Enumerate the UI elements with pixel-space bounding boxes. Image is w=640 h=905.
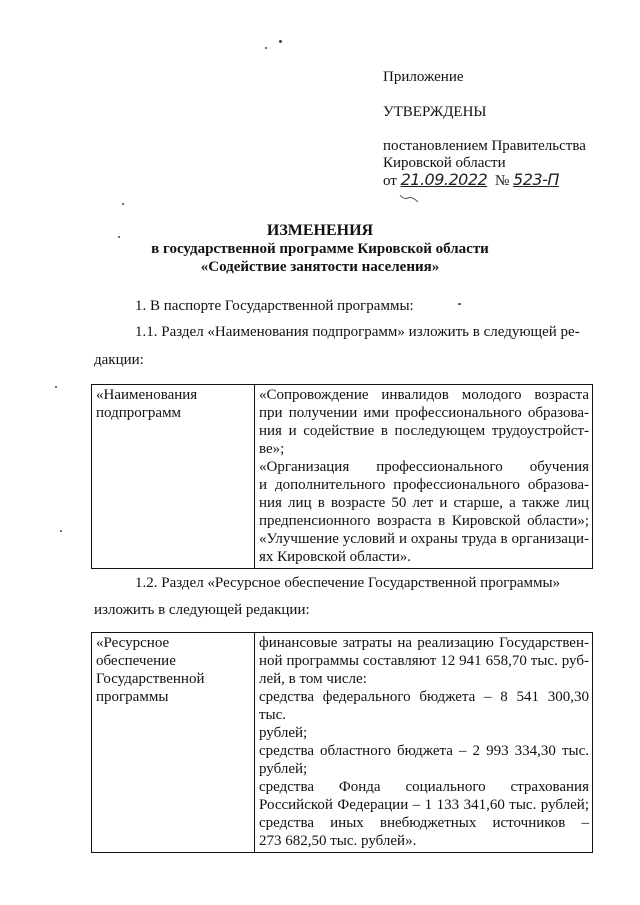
table-cell-label (92, 385, 255, 569)
cell-line: 273 682,50 тыс. рублей». (259, 833, 417, 849)
cell-line: «Ресурсное (96, 635, 170, 651)
decree-line-2: Кировской области (383, 155, 506, 171)
decree-date-line (383, 171, 559, 190)
cell-line: «Наименования (96, 387, 198, 403)
cell-line: «Организация профессионального обучения (259, 459, 589, 475)
cell-line: «Улучшение условий и охраны труда в организаци- (259, 531, 589, 547)
cell-line: лей, в том числе: (259, 671, 367, 687)
scribble-mark (398, 192, 424, 206)
scan-speck (458, 303, 461, 305)
cell-line: средства иных внебюджетных источников – (259, 815, 589, 831)
item-1-1-line-1: 1.1. Раздел «Наименования подпрограмм» изложить в следующей ре- (135, 324, 580, 340)
cell-line: средства федерального бюджета – 8 541 300,30 тыс. (259, 689, 589, 723)
cell-line: финансовые затраты на реализацию Государствен- (259, 635, 589, 651)
resource-table (91, 632, 593, 853)
scan-speck (279, 40, 282, 43)
scan-speck (55, 386, 57, 388)
cell-line: средства Фонда социального страхования (259, 779, 589, 795)
title-subline-2: «Содействие занятости населения» (200, 259, 440, 275)
table-cell-value (255, 385, 593, 569)
approved-label: УТВЕРЖДЕНЫ (383, 104, 487, 120)
decree-line-1: постановлением Правительства (383, 138, 586, 154)
cell-line: и дополнительного профессионального образова- (259, 477, 589, 493)
item-1-2-line-2: изложить в следующей редакции: (94, 602, 310, 618)
from-label: от (383, 173, 397, 189)
item-1-1-line-2: дакции: (94, 352, 144, 368)
cell-line: Государственной (96, 671, 205, 687)
cell-line: «Сопровождение инвалидов молодого возраста (259, 387, 589, 403)
handwritten-number: 523-П (513, 170, 559, 189)
cell-line: рублей; (259, 725, 308, 741)
table-cell-value (255, 633, 593, 853)
cell-line: средства областного бюджета – 2 993 334,30 тыс. (259, 743, 589, 759)
title-subline-1: в государственной программе Кировской области (151, 241, 489, 257)
cell-line: программы (96, 689, 169, 705)
cell-line: ния лиц в возрасте 50 лет и старше, а также лиц (259, 495, 589, 511)
cell-line: Российской Федерации – 1 133 341,60 тыс. рублей; (259, 797, 589, 813)
cell-line: ве»; (259, 441, 285, 457)
table-row (92, 385, 593, 569)
item-1: 1. В паспорте Государственной программы: (135, 298, 414, 314)
cell-line: подпрограмм (96, 405, 182, 421)
number-sign: № (494, 173, 510, 189)
cell-line: при получении ими профессионального образова- (259, 405, 589, 421)
cell-line: рублей; (259, 761, 308, 777)
table-row (92, 633, 593, 853)
table-cell-label (92, 633, 255, 853)
scan-speck (265, 47, 267, 49)
cell-line: предпенсионного возраста в Кировской области»; (259, 513, 589, 529)
scan-speck (122, 203, 124, 205)
scan-speck (60, 530, 62, 532)
handwritten-date: 21.09.2022 (400, 170, 488, 189)
cell-line: ях Кировской области». (259, 549, 412, 565)
cell-line: ния и содействие в последующем трудоустройст- (259, 423, 589, 439)
attachment-label: Приложение (383, 69, 464, 85)
cell-line: обеспечение (96, 653, 176, 669)
cell-line: ной программы составляют 12 941 658,70 тыс. руб- (259, 653, 589, 669)
item-1-2-line-1: 1.2. Раздел «Ресурсное обеспечение Государственной программы» (135, 575, 561, 591)
subprograms-table (91, 384, 593, 569)
document-title: ИЗМЕНЕНИЯ (266, 222, 374, 239)
